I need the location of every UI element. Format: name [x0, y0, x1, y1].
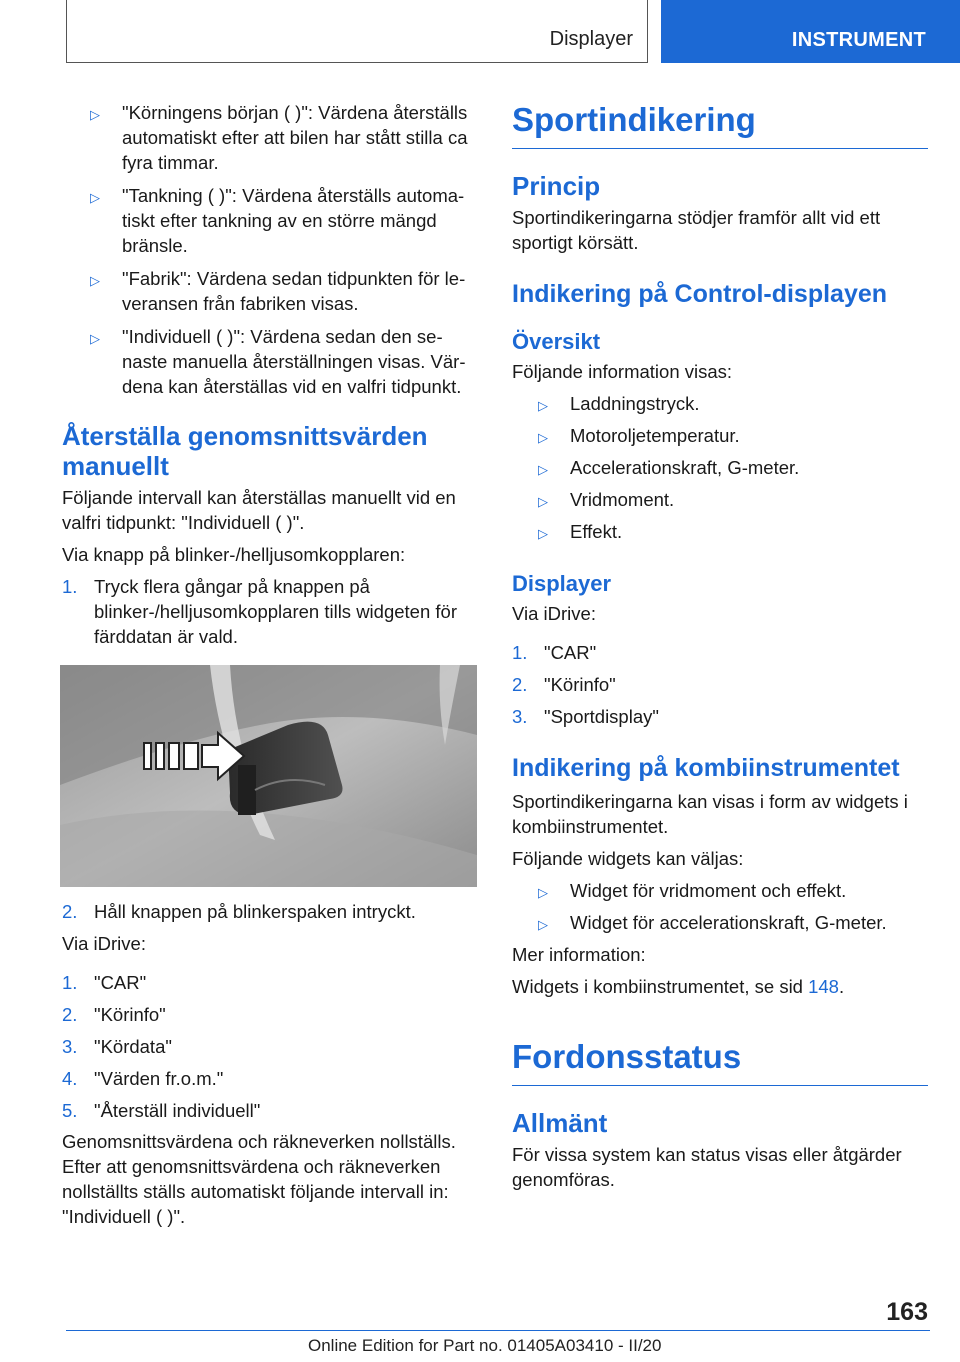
via-idrive-text: Via iDrive:: [512, 603, 596, 624]
page-link[interactable]: 148: [808, 976, 839, 997]
menu-step: 3. "Kördata": [62, 1036, 172, 1057]
closing-paragraph: Genomsnittsvärdena och räkneverken nollställs. Efter att genomsnittsvärdena och räkneverken nollställts ställs automatiskt följande intervall in: "Individuell ( )".: [62, 1131, 456, 1227]
list-item: ▷ "Fabrik": Värdena sedan tidpunkten för leveransen från fabriken visas.: [90, 268, 466, 314]
list-item: ▷ Accelerationskraft, G-meter.: [512, 455, 928, 480]
header-chapter-tab: [661, 0, 960, 63]
triangle-bullet-icon: ▷: [538, 917, 548, 932]
header-section-box: [66, 0, 648, 63]
triangle-bullet-icon: ▷: [538, 398, 548, 413]
menu-step: 4. "Värden fr.o.m.": [62, 1068, 224, 1089]
menu-step: 2. "Körinfo": [512, 674, 616, 695]
kombi-text: Sportindikeringarna kan visas i form av widgets i kombiinstrumentet.: [512, 791, 908, 837]
princip-text: Sportindikeringarna stödjer framför allt vid ett sportigt körsätt.: [512, 207, 881, 253]
oversikt-intro: Följande information visas:: [512, 361, 733, 382]
heading-allmant: Allmänt: [512, 1108, 608, 1138]
stalk-button-photo: [60, 665, 477, 887]
footer-edition: Online Edition for Part no. 01405A03410 - II/20: [308, 1336, 662, 1355]
menu-step: 3. "Sportdisplay": [512, 706, 659, 727]
list-item: ▷ Vridmoment.: [512, 487, 928, 512]
more-info-label: Mer information:: [512, 944, 646, 965]
list-item: ▷ "Körningens början ( )": Värdena återställs automatiskt efter att bilen har stått stilla ca fyra timmar.: [90, 102, 468, 173]
menu-step: 1. "CAR": [512, 642, 597, 663]
step-item: 2. Håll knappen på blinkerspaken intryckt.: [62, 901, 416, 922]
list-item: ▷ "Tankning ( )": Värdena återställs automatiskt efter tankning av en större mängd bränsle.: [90, 185, 465, 256]
triangle-bullet-icon: ▷: [90, 190, 100, 205]
header-section-title: Displayer: [549, 28, 633, 50]
page-number: 163: [886, 1298, 928, 1326]
menu-step: 2. "Körinfo": [62, 1004, 166, 1025]
right-column: [512, 100, 928, 1192]
list-item: ▷ Widget för accelerationskraft, G-meter.: [512, 910, 928, 935]
triangle-bullet-icon: ▷: [538, 430, 548, 445]
heading-sportindikering: Sportindikering: [512, 100, 928, 149]
widgets-intro: Följande widgets kan väljas:: [512, 848, 744, 869]
reset-intro: Följande intervall kan återställas manuellt vid en valfri tidpunkt: "Individuell ( )".: [62, 487, 456, 533]
triangle-bullet-icon: ▷: [538, 462, 548, 477]
menu-step: 5. "Återställ individuell": [62, 1100, 261, 1121]
list-item: ▷ Motoroljetemperatur.: [512, 423, 928, 448]
triangle-bullet-icon: ▷: [90, 273, 100, 288]
via-idrive-text: Via iDrive:: [62, 933, 146, 954]
heading-kombiinstrument: Indikering på kombiinstrumentet: [512, 754, 900, 782]
list-item: ▷ Laddningstryck.: [512, 391, 928, 416]
heading-fordonsstatus: Fordonsstatus: [512, 1037, 928, 1086]
heading-displayer: Displayer: [512, 571, 612, 596]
allmant-text: För vissa system kan status visas eller åtgärder genomföras.: [512, 1144, 902, 1190]
footer-rule: [66, 1330, 930, 1331]
left-column: [62, 100, 480, 1229]
list-item: ▷ Widget för vridmoment och effekt.: [512, 878, 928, 903]
list-item: ▷ "Individuell ( )": Värdena sedan den senaste manuella återställningen visas. Värdena kan återställas vid en valfri tidpunkt.: [90, 326, 466, 397]
triangle-bullet-icon: ▷: [90, 107, 100, 122]
heading-control-display: Indikering på Control-displayen: [512, 280, 888, 308]
xref-paragraph: Widgets i kombiinstrumentet, se sid 148.: [512, 976, 845, 997]
header-chapter-title: INSTRUMENT: [791, 29, 926, 51]
triangle-bullet-icon: ▷: [538, 494, 548, 509]
list-item: ▷ Effekt.: [512, 519, 928, 544]
menu-step: 1. "CAR": [62, 972, 147, 993]
triangle-bullet-icon: ▷: [538, 885, 548, 900]
via-button-text: Via knapp på blinker-/helljusomkopplaren:: [62, 544, 406, 565]
heading-princip: Princip: [512, 171, 601, 201]
triangle-bullet-icon: ▷: [90, 331, 100, 346]
step-item: 1. Tryck flera gångar på knappen på blinker-/helljusomkopplaren tills widgeten för färddatan är vald.: [62, 576, 457, 647]
heading-reset-averages: Återställa genomsnittsvärden manuellt: [62, 421, 428, 481]
triangle-bullet-icon: ▷: [538, 526, 548, 541]
heading-oversikt: Översikt: [512, 329, 601, 354]
